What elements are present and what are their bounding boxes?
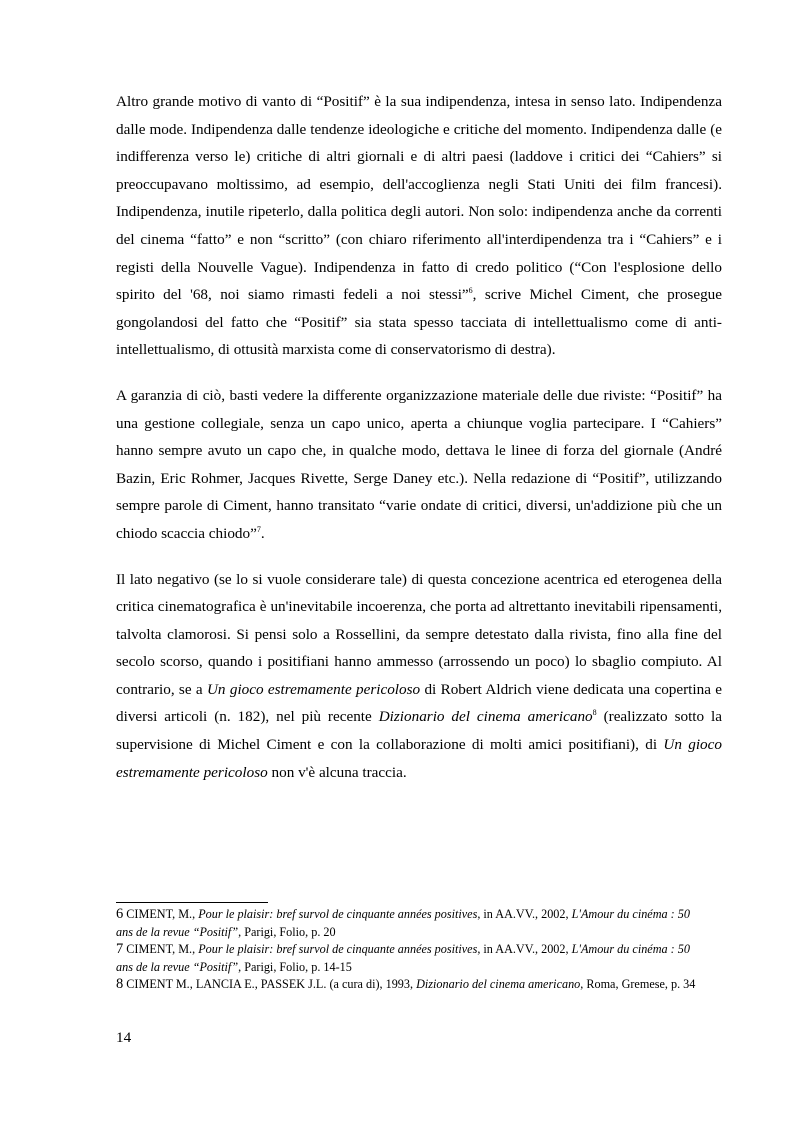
paragraph-text: , scrive Michel Ciment, che prosegue gongolandosi del fatto che “Positif” sia stata spesso tacciata di intellettualismo come di anti-intellettualismo, di ottusità marxista come di conservatorismo di destra). (116, 286, 722, 359)
footnote-number: 6 (116, 906, 124, 922)
footnote-text: CIMENT M., LANCIA E., PASSEK J.L. (a cura di), 1993, (123, 977, 417, 991)
footnotes (116, 906, 706, 994)
footnote-text: , Parigi, Folio, p. 14-15 (238, 959, 352, 974)
footnote-italic: L'Amour du cinéma : 50 ans de la revue “Positif” (116, 942, 690, 974)
paragraph-1 (116, 88, 722, 364)
paragraph-2 (116, 382, 722, 548)
book-title: Dizionario del cinema americano (378, 708, 593, 726)
paragraph-3 (116, 566, 722, 787)
footnote-text: CIMENT, M., (123, 942, 199, 956)
film-title: Un gioco estremamente pericoloso (116, 736, 722, 781)
footnote-italic: Dizionario del cinema americano (416, 977, 581, 991)
footnote-ref-6[interactable]: 6 (468, 286, 473, 296)
footnote-italic: Pour le plaisir: bref survol de cinquante années positives (198, 942, 478, 956)
film-title: Un gioco estremamente pericoloso (206, 680, 421, 698)
footnote-7 (116, 941, 706, 976)
paragraph-text: Altro grande motivo di vanto di “Positif” è la sua indipendenza, intesa in senso lato. Indipendenza dalle mode. Indipendenza dalle tendenze ideologiche e critiche del momento. Indipendenza dalle (e indifferenza verso le) critiche di altri giornali e di altri paesi (laddove i critici dei “Cahiers” si preoccupavano moltissimo, ad esempio, dell'accoglienza negli Stati Uniti dei film francesi). Indipendenza, inutile ripeterlo, dalla politica degli autori. Non solo: indipendenza anche da correnti del cinema “fatto” e non “scritto” (con chiaro riferimento all'interdipendenza tra i “Cahiers” e i registi della Nouvelle Vague). Indipendenza in fatto di credo politico (“Con l'esplosione dello spirito del '68, noi siamo rimasti fedeli a noi stessi” (116, 93, 722, 304)
footnote-text: , in AA.VV., 2002, (477, 942, 572, 956)
page-number: 14 (116, 1029, 132, 1046)
paragraph-text: Il lato negativo (se lo si vuole considerare tale) di questa concezione acentrica ed eterogenea della critica cinematografica è un'inevitabile incoerenza, che porta ad altrettanto inevitabili ripensamenti, talvolta clamorosi. Si pensi solo a Rossellini, da sempre detestato dalla rivista, fino alla fine del secolo scorso, quando i positifiani hanno ammesso (arrossendo un poco) lo sbaglio compiuto. Al contrario, se a (116, 570, 722, 698)
footnote-text: CIMENT, M., (123, 907, 199, 921)
footnote-6 (116, 906, 706, 941)
footnote-italic: L'Amour du cinéma : 50 ans de la revue “Positif” (116, 907, 690, 939)
paragraph-text: di Robert Aldrich viene dedicata una copertina e diversi articoli (n. 182), nel più recente (116, 680, 723, 726)
footnote-8 (116, 976, 706, 994)
footnote-text: , Roma, Gremese, p. 34 (580, 977, 696, 991)
paragraph-text: non v'è alcuna traccia. (267, 763, 407, 781)
footnote-text: , Parigi, Folio, p. 20 (238, 924, 336, 939)
footnote-ref-7[interactable]: 7 (256, 524, 261, 534)
footnote-separator (116, 902, 268, 903)
paragraph-text: A garanzia di ciò, basti vedere la differente organizzazione materiale delle due riviste: “Positif” ha una gestione collegiale, senza un capo unico, aperta a chiunque voglia partecipare. I “Cahiers” hanno sempre avuto un capo che, in qualche modo, dettava le linee di forza del giornale (André Bazin, Eric Rohmer, Jacques Rivette, Serge Daney etc.). Nella redazione di “Positif”, utilizzando sempre parole di Ciment, hanno transitato “varie ondate di critici, diversi, un'addizione più che un chiodo scaccia chiodo” (116, 386, 722, 542)
paragraph-text: . (260, 524, 265, 542)
footnote-italic: Pour le plaisir: bref survol de cinquante années positives (198, 907, 478, 921)
paragraph-text: (realizzato sotto la supervisione di Michel Ciment e con la collaborazione di molti amici positifiani), di (116, 708, 722, 754)
footnote-text: , in AA.VV., 2002, (477, 907, 572, 921)
footnote-number: 7 (116, 941, 124, 957)
document-body (116, 88, 722, 804)
footnote-ref-8[interactable]: 8 (592, 708, 597, 718)
footnote-number: 8 (116, 976, 124, 992)
